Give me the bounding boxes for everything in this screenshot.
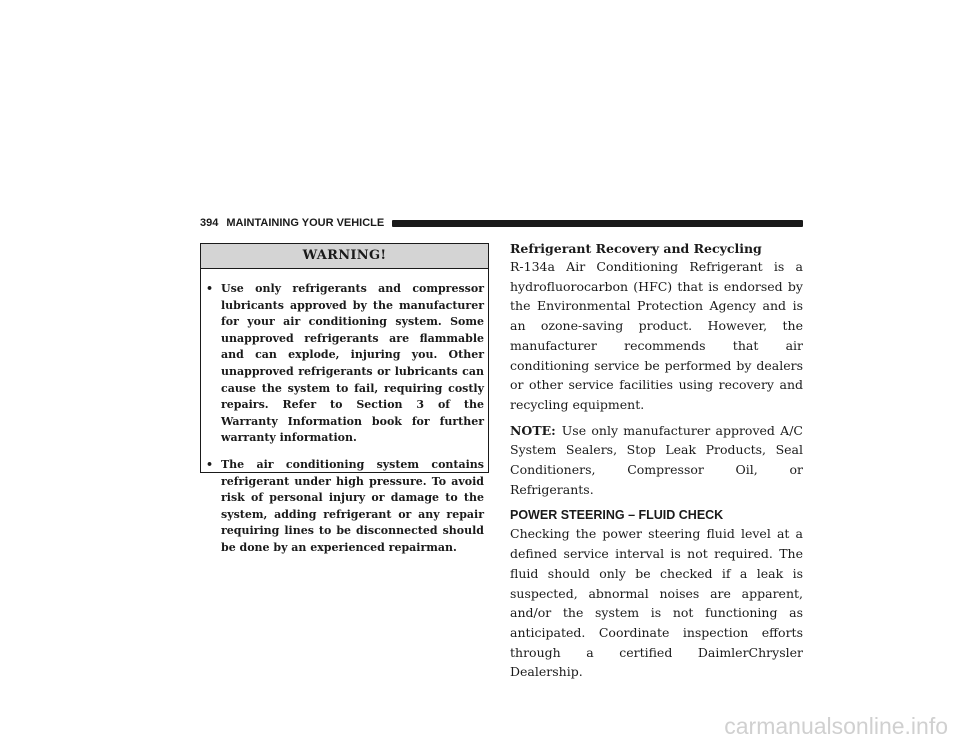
header-rule <box>392 220 803 227</box>
page-header <box>200 215 803 231</box>
power-steering-heading: POWER STEERING – FLUID CHECK <box>510 508 724 523</box>
warning-list <box>201 269 488 557</box>
warning-item-text: Use only refrigerants and compressor lubricants approved by the manufacturer for your air conditioning system. Some unapproved refrigerants are flammable and can explode, injuring you. Other unapproved refrigerants or lubricants can cause the system to fail, requiring costly repairs. Refer to Section 3 of the Warranty Information book for further warranty information. <box>221 282 484 445</box>
right-column <box>510 240 803 682</box>
watermark-logo: carmanualsonline.info <box>724 713 948 739</box>
section-title: MAINTAINING YOUR VEHICLE <box>226 217 385 229</box>
warning-item <box>206 281 484 447</box>
warning-box <box>200 243 489 554</box>
power-steering-body: Checking the power steering fluid level at a defined service interval is not required. The fluid should only be checked if a leak is suspected, abnormal noises are apparent, and/or the system is not functioning as anticipated. Coordinate inspection efforts through a certified DaimlerChrysler Dealership. <box>510 526 803 680</box>
refrigerant-body: R-134a Air Conditioning Refrigerant is a hydrofluorocarbon (HFC) that is endorsed by the Environmental Protection Agency and is an ozone-saving product. However, the manufacturer recommends that air conditioning service be performed by dealers or other service facilities using recovery and recycling equipment. <box>510 259 803 412</box>
page-number: 394 <box>200 217 219 229</box>
note-label: NOTE: <box>510 422 556 438</box>
warning-title: WARNING! <box>201 244 488 269</box>
bullet-icon: • <box>206 457 214 471</box>
note-text: Use only manufacturer approved A/C System Sealers, Stop Leak Products, Seal Conditioners, Compressor Oil, or Refrigerants. <box>510 422 803 497</box>
warning-item <box>206 457 484 557</box>
warning-item-text: The air conditioning system contains refrigerant under high pressure. To avoid risk of personal injury or damage to the system, adding refrigerant or any repair requiring lines to be disconnected should be done by an experienced repairman. <box>221 457 484 554</box>
bullet-icon: • <box>206 282 214 295</box>
refrigerant-heading: Refrigerant Recovery and Recycling <box>510 241 762 256</box>
refrigerant-note <box>510 421 803 500</box>
